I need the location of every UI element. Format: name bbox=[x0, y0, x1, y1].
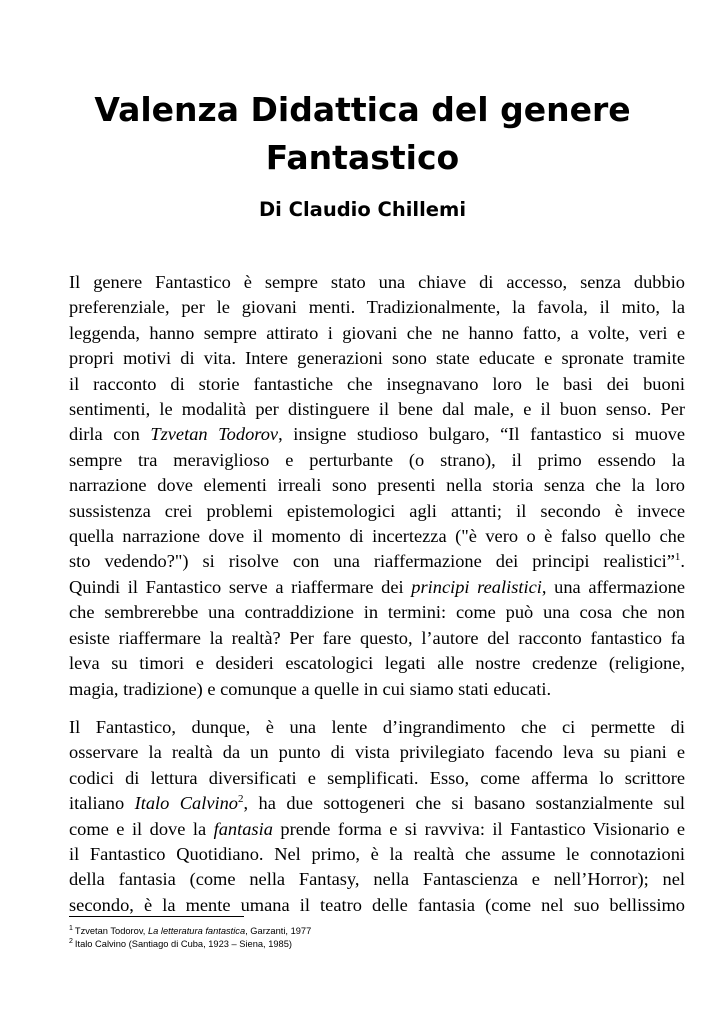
italic-phrase: principi realistici bbox=[411, 576, 542, 597]
footnotes bbox=[69, 925, 685, 951]
text-line: che sembrerebbe una contraddizione in termini: come può una cosa che non bbox=[69, 602, 685, 623]
footnote-text: Tzvetan Todorov, bbox=[74, 926, 148, 936]
footnote-ref-2[interactable]: 2 bbox=[238, 793, 244, 805]
text-line: secondo, è la mente umana il teatro delle fantasia (come nel suo bellissimo bbox=[69, 894, 685, 915]
text-line: sussistenza crei problemi epistemologici agli attanti; il secondo è invece bbox=[69, 500, 685, 521]
text-line: propri motivi di vita. Intere generazioni sono state educate e spronate tramite bbox=[69, 348, 685, 369]
footnote-ref-1[interactable]: 1 bbox=[674, 551, 681, 564]
text-line: osservare la realtà da un punto di vista privilegiato facendo leva su piani e bbox=[69, 742, 685, 763]
text-line: leva su timori e desideri escatologici legati alle nostre credenze (religione, bbox=[69, 653, 685, 674]
text-segment: , ha due sottogeneri che si basano sostanzialmente sul bbox=[243, 793, 685, 814]
document-author: Di Claudio Chillemi bbox=[259, 198, 466, 221]
text-line: sempre tra meraviglioso e perturbante (o strano), il primo essendo la bbox=[69, 449, 685, 470]
italic-name-calvino: Italo Calvino bbox=[134, 793, 238, 814]
text-line bbox=[69, 422, 685, 447]
text-line: magia, tradizione) e comunque a quelle in cui siamo stati educati. bbox=[69, 678, 552, 699]
text-line: narrazione dove elementi irreali sono presenti nella storia senza che la loro bbox=[69, 475, 685, 496]
paragraph-1 bbox=[69, 270, 685, 702]
text-segment: prende forma e si ravviva: il Fantastico Visionario e bbox=[272, 818, 686, 839]
text-line bbox=[69, 791, 685, 816]
text-line: quella narrazione dove il momento di incertezza ("è vero o è falso quello che bbox=[69, 526, 685, 547]
footnote-number: 1 bbox=[69, 924, 73, 932]
text-line: il Fantastico Quotidiano. Nel primo, è la realtà che assume le connotazioni bbox=[69, 843, 685, 864]
footnote-book-title: La letteratura fantastica bbox=[147, 926, 246, 936]
text-line: esiste riaffermare la realtà? Per fare questo, l’autore del racconto fantastico fa bbox=[69, 627, 685, 648]
title-line-2: Fantastico bbox=[265, 138, 460, 177]
text-line: della fantasia (come nella Fantasy, nella Fantascienza e nell’Horror); nel bbox=[69, 869, 685, 890]
document-title bbox=[40, 86, 685, 182]
footnote-separator bbox=[69, 916, 244, 917]
footnote-number: 2 bbox=[69, 937, 73, 945]
text-segment: , insigne studioso bulgaro, “Il fantastico si muove bbox=[278, 424, 686, 445]
footnote-text: Italo Calvino (Santiago di Cuba, 1923 – Siena, 1985) bbox=[74, 939, 292, 949]
italic-name-todorov: Tzvetan Todorov bbox=[150, 424, 279, 445]
text-segment: . bbox=[680, 551, 685, 572]
text-segment: , una affermazione bbox=[541, 576, 685, 597]
paragraph-2 bbox=[69, 715, 685, 918]
text-line: Il genere Fantastico è sempre stato una chiave di accesso, senza dubbio bbox=[69, 272, 685, 292]
text-line bbox=[69, 549, 685, 574]
italic-word: fantasia bbox=[213, 818, 273, 839]
text-segment: Quindi il Fantastico serve a riaffermare dei bbox=[69, 576, 412, 597]
text-segment: dirla con bbox=[69, 424, 151, 445]
text-line: codici di lettura diversificati e semplificati. Esso, come afferma lo scrittore bbox=[69, 767, 685, 788]
footnote-2 bbox=[69, 938, 685, 951]
text-line: leggenda, hanno sempre attirato i giovani che ne hanno fatto, a volte, veri e bbox=[69, 322, 685, 343]
footnote-text: , Garzanti, 1977 bbox=[245, 926, 312, 936]
text-line: il racconto di storie fantastiche che insegnavano loro le basi dei buoni bbox=[69, 373, 685, 394]
body-text bbox=[69, 270, 685, 931]
text-segment: sto vedendo?") si risolve con una riaffermazione dei principi realistici” bbox=[69, 551, 675, 572]
text-line: Il Fantastico, dunque, è una lente d’ingrandimento che ci permette di bbox=[69, 716, 685, 737]
text-line: sentimenti, le modalità per distinguere il bene dal male, e il buon senso. Per bbox=[69, 399, 685, 420]
title-line-1: Valenza Didattica del genere bbox=[94, 90, 631, 129]
text-line bbox=[69, 575, 685, 600]
text-segment: come e il dove la bbox=[69, 818, 214, 839]
text-line bbox=[69, 817, 685, 842]
text-line: preferenziale, per le giovani menti. Tradizionalmente, la favola, il mito, la bbox=[69, 297, 685, 318]
footnote-1 bbox=[69, 925, 685, 938]
text-segment: italiano bbox=[69, 793, 135, 814]
